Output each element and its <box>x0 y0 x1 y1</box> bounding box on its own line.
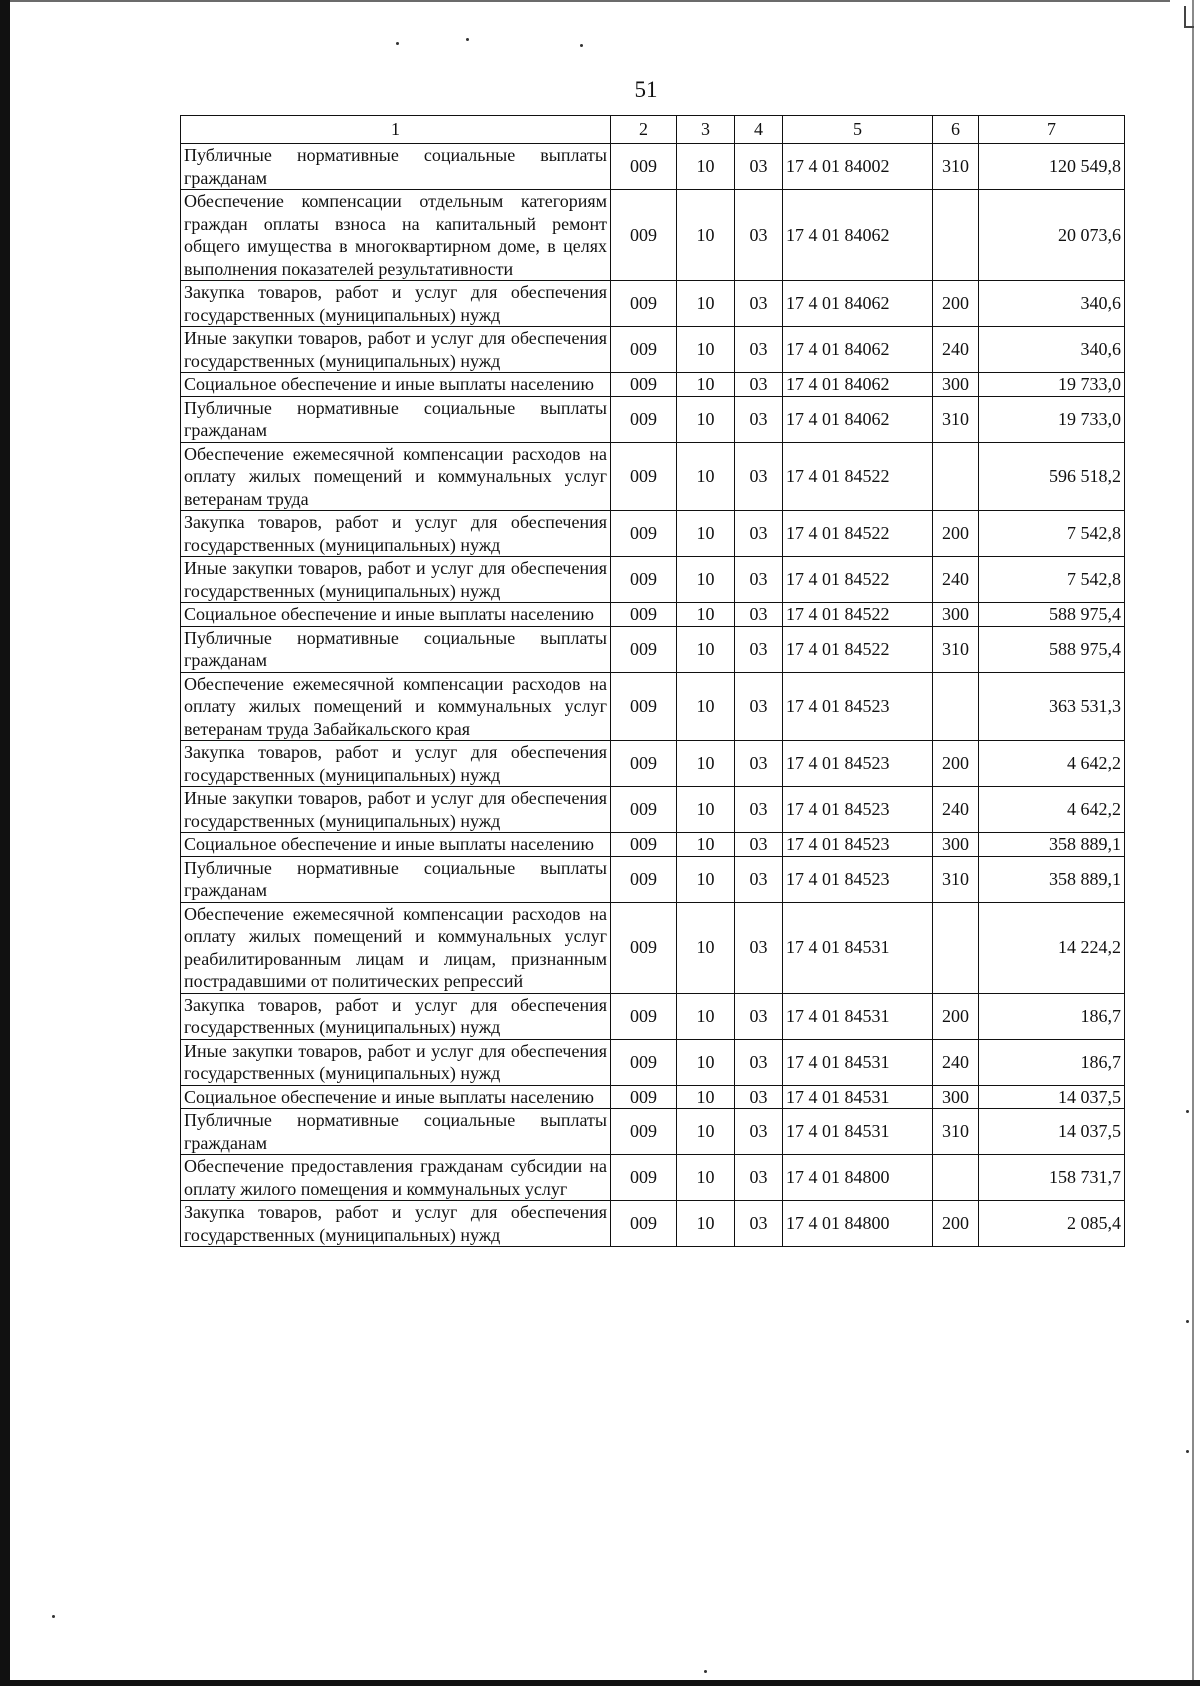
scan-speck <box>704 1670 707 1673</box>
subsection-cell: 03 <box>735 557 783 603</box>
table-row <box>181 1155 1125 1201</box>
row-name-cell: Обеспечение ежемесячной компенсации расходов на оплату жилых помещений и коммунальных услуг ветеранам труда Забайкальского края <box>181 672 611 741</box>
admin-code-cell: 009 <box>611 190 677 281</box>
amount-cell: 358 889,1 <box>979 833 1125 857</box>
amount-cell: 14 224,2 <box>979 902 1125 993</box>
table-body <box>181 144 1125 1247</box>
admin-code-cell: 009 <box>611 396 677 442</box>
scan-edge-left <box>0 0 10 1686</box>
table-row <box>181 672 1125 741</box>
header-row <box>181 116 1125 144</box>
amount-cell: 358 889,1 <box>979 856 1125 902</box>
subsection-cell: 03 <box>735 442 783 511</box>
expense-type-cell <box>933 902 979 993</box>
target-article-cell: 17 4 01 84531 <box>783 902 933 993</box>
amount-cell: 7 542,8 <box>979 511 1125 557</box>
amount-cell: 14 037,5 <box>979 1085 1125 1109</box>
section-cell: 10 <box>677 190 735 281</box>
column-header: 4 <box>735 116 783 144</box>
column-header: 5 <box>783 116 933 144</box>
target-article-cell: 17 4 01 84800 <box>783 1201 933 1247</box>
subsection-cell: 03 <box>735 603 783 627</box>
row-name-cell: Закупка товаров, работ и услуг для обеспечения государственных (муниципальных) нужд <box>181 281 611 327</box>
expense-type-cell <box>933 442 979 511</box>
expense-type-cell: 300 <box>933 373 979 397</box>
admin-code-cell: 009 <box>611 1109 677 1155</box>
target-article-cell: 17 4 01 84531 <box>783 1085 933 1109</box>
scan-edge-bottom <box>0 1680 1200 1686</box>
expense-type-cell: 200 <box>933 993 979 1039</box>
target-article-cell: 17 4 01 84531 <box>783 1109 933 1155</box>
target-article-cell: 17 4 01 84523 <box>783 856 933 902</box>
table-row <box>181 327 1125 373</box>
table-header <box>181 116 1125 144</box>
target-article-cell: 17 4 01 84002 <box>783 144 933 190</box>
expense-type-cell: 240 <box>933 787 979 833</box>
subsection-cell: 03 <box>735 787 783 833</box>
amount-cell: 588 975,4 <box>979 626 1125 672</box>
admin-code-cell: 009 <box>611 1201 677 1247</box>
table-row <box>181 1085 1125 1109</box>
column-header: 3 <box>677 116 735 144</box>
target-article-cell: 17 4 01 84062 <box>783 373 933 397</box>
table-row <box>181 373 1125 397</box>
section-cell: 10 <box>677 626 735 672</box>
amount-cell: 588 975,4 <box>979 603 1125 627</box>
target-article-cell: 17 4 01 84522 <box>783 626 933 672</box>
column-header: 6 <box>933 116 979 144</box>
expense-type-cell: 300 <box>933 833 979 857</box>
scan-speck <box>1186 1320 1189 1323</box>
table-row <box>181 856 1125 902</box>
admin-code-cell: 009 <box>611 626 677 672</box>
section-cell: 10 <box>677 993 735 1039</box>
table-row <box>181 144 1125 190</box>
section-cell: 10 <box>677 327 735 373</box>
subsection-cell: 03 <box>735 373 783 397</box>
row-name-cell: Иные закупки товаров, работ и услуг для обеспечения государственных (муниципальных) нужд <box>181 557 611 603</box>
section-cell: 10 <box>677 1085 735 1109</box>
amount-cell: 158 731,7 <box>979 1155 1125 1201</box>
section-cell: 10 <box>677 856 735 902</box>
subsection-cell: 03 <box>735 993 783 1039</box>
admin-code-cell: 009 <box>611 833 677 857</box>
scan-speck <box>52 1615 55 1618</box>
amount-cell: 20 073,6 <box>979 190 1125 281</box>
expense-type-cell <box>933 1155 979 1201</box>
section-cell: 10 <box>677 1039 735 1085</box>
amount-cell: 19 733,0 <box>979 396 1125 442</box>
subsection-cell: 03 <box>735 511 783 557</box>
section-cell: 10 <box>677 672 735 741</box>
row-name-cell: Обеспечение ежемесячной компенсации расходов на оплату жилых помещений и коммунальных услуг ветеранам труда <box>181 442 611 511</box>
target-article-cell: 17 4 01 84531 <box>783 993 933 1039</box>
subsection-cell: 03 <box>735 833 783 857</box>
row-name-cell: Закупка товаров, работ и услуг для обеспечения государственных (муниципальных) нужд <box>181 741 611 787</box>
expense-type-cell: 200 <box>933 281 979 327</box>
table-row <box>181 511 1125 557</box>
amount-cell: 120 549,8 <box>979 144 1125 190</box>
row-name-cell: Обеспечение компенсации отдельным категориям граждан оплаты взноса на капитальный ремонт общего имущества в многоквартирном доме, в целях выполнения показателей результативности <box>181 190 611 281</box>
row-name-cell: Иные закупки товаров, работ и услуг для обеспечения государственных (муниципальных) нужд <box>181 1039 611 1085</box>
row-name-cell: Закупка товаров, работ и услуг для обеспечения государственных (муниципальных) нужд <box>181 993 611 1039</box>
admin-code-cell: 009 <box>611 856 677 902</box>
admin-code-cell: 009 <box>611 511 677 557</box>
subsection-cell: 03 <box>735 1039 783 1085</box>
admin-code-cell: 009 <box>611 373 677 397</box>
admin-code-cell: 009 <box>611 557 677 603</box>
target-article-cell: 17 4 01 84800 <box>783 1155 933 1201</box>
expense-type-cell <box>933 672 979 741</box>
row-name-cell: Публичные нормативные социальные выплаты гражданам <box>181 626 611 672</box>
row-name-cell: Закупка товаров, работ и услуг для обеспечения государственных (муниципальных) нужд <box>181 1201 611 1247</box>
row-name-cell: Иные закупки товаров, работ и услуг для обеспечения государственных (муниципальных) нужд <box>181 327 611 373</box>
expense-type-cell: 300 <box>933 603 979 627</box>
section-cell: 10 <box>677 557 735 603</box>
subsection-cell: 03 <box>735 281 783 327</box>
subsection-cell: 03 <box>735 1109 783 1155</box>
amount-cell: 4 642,2 <box>979 787 1125 833</box>
target-article-cell: 17 4 01 84062 <box>783 281 933 327</box>
scan-edge-top <box>10 0 1170 2</box>
page-number: 51 <box>634 77 658 102</box>
amount-cell: 4 642,2 <box>979 741 1125 787</box>
expense-type-cell: 200 <box>933 1201 979 1247</box>
row-name-cell: Закупка товаров, работ и услуг для обеспечения государственных (муниципальных) нужд <box>181 511 611 557</box>
target-article-cell: 17 4 01 84522 <box>783 442 933 511</box>
target-article-cell: 17 4 01 84523 <box>783 741 933 787</box>
section-cell: 10 <box>677 281 735 327</box>
section-cell: 10 <box>677 396 735 442</box>
amount-cell: 340,6 <box>979 327 1125 373</box>
table-row <box>181 787 1125 833</box>
table-row <box>181 557 1125 603</box>
subsection-cell: 03 <box>735 327 783 373</box>
expense-type-cell <box>933 190 979 281</box>
amount-cell: 186,7 <box>979 993 1125 1039</box>
target-article-cell: 17 4 01 84523 <box>783 833 933 857</box>
section-cell: 10 <box>677 603 735 627</box>
section-cell: 10 <box>677 511 735 557</box>
admin-code-cell: 009 <box>611 1039 677 1085</box>
admin-code-cell: 009 <box>611 144 677 190</box>
subsection-cell: 03 <box>735 144 783 190</box>
admin-code-cell: 009 <box>611 672 677 741</box>
amount-cell: 596 518,2 <box>979 442 1125 511</box>
admin-code-cell: 009 <box>611 1085 677 1109</box>
admin-code-cell: 009 <box>611 741 677 787</box>
subsection-cell: 03 <box>735 741 783 787</box>
scan-speck <box>580 44 583 47</box>
subsection-cell: 03 <box>735 856 783 902</box>
table-row <box>181 902 1125 993</box>
expense-type-cell: 310 <box>933 856 979 902</box>
expense-type-cell: 240 <box>933 557 979 603</box>
section-cell: 10 <box>677 1155 735 1201</box>
section-cell: 10 <box>677 833 735 857</box>
amount-cell: 14 037,5 <box>979 1109 1125 1155</box>
subsection-cell: 03 <box>735 902 783 993</box>
section-cell: 10 <box>677 442 735 511</box>
table-row <box>181 603 1125 627</box>
expense-type-cell: 310 <box>933 1109 979 1155</box>
admin-code-cell: 009 <box>611 603 677 627</box>
row-name-cell: Публичные нормативные социальные выплаты гражданам <box>181 144 611 190</box>
table-row <box>181 741 1125 787</box>
subsection-cell: 03 <box>735 396 783 442</box>
row-name-cell: Публичные нормативные социальные выплаты гражданам <box>181 856 611 902</box>
expense-type-cell: 310 <box>933 144 979 190</box>
expense-type-cell: 200 <box>933 741 979 787</box>
row-name-cell: Социальное обеспечение и иные выплаты населению <box>181 373 611 397</box>
table-row <box>181 190 1125 281</box>
scan-speck <box>1186 1110 1189 1113</box>
column-header: 1 <box>181 116 611 144</box>
admin-code-cell: 009 <box>611 787 677 833</box>
table-row <box>181 281 1125 327</box>
admin-code-cell: 009 <box>611 993 677 1039</box>
row-name-cell: Обеспечение ежемесячной компенсации расходов на оплату жилых помещений и коммунальных услуг реабилитированным лицам и лицам, признанным пострадавшими от политических репрессий <box>181 902 611 993</box>
section-cell: 10 <box>677 373 735 397</box>
target-article-cell: 17 4 01 84062 <box>783 327 933 373</box>
subsection-cell: 03 <box>735 672 783 741</box>
section-cell: 10 <box>677 144 735 190</box>
target-article-cell: 17 4 01 84523 <box>783 787 933 833</box>
subsection-cell: 03 <box>735 1155 783 1201</box>
expense-type-cell: 310 <box>933 396 979 442</box>
row-name-cell: Обеспечение предоставления гражданам субсидии на оплату жилого помещения и коммунальных услуг <box>181 1155 611 1201</box>
expense-type-cell: 240 <box>933 1039 979 1085</box>
amount-cell: 186,7 <box>979 1039 1125 1085</box>
row-name-cell: Социальное обеспечение и иные выплаты населению <box>181 1085 611 1109</box>
row-name-cell: Социальное обеспечение и иные выплаты населению <box>181 833 611 857</box>
column-header: 2 <box>611 116 677 144</box>
table-row <box>181 833 1125 857</box>
expense-type-cell: 240 <box>933 327 979 373</box>
table-row <box>181 1201 1125 1247</box>
scan-speck <box>396 42 399 45</box>
amount-cell: 340,6 <box>979 281 1125 327</box>
subsection-cell: 03 <box>735 1085 783 1109</box>
admin-code-cell: 009 <box>611 902 677 993</box>
admin-code-cell: 009 <box>611 1155 677 1201</box>
admin-code-cell: 009 <box>611 442 677 511</box>
admin-code-cell: 009 <box>611 327 677 373</box>
admin-code-cell: 009 <box>611 281 677 327</box>
amount-cell: 7 542,8 <box>979 557 1125 603</box>
amount-cell: 19 733,0 <box>979 373 1125 397</box>
section-cell: 10 <box>677 741 735 787</box>
table-row <box>181 1109 1125 1155</box>
table-row <box>181 993 1125 1039</box>
scan-speck <box>1186 1450 1189 1453</box>
expense-type-cell: 310 <box>933 626 979 672</box>
expense-type-cell: 200 <box>933 511 979 557</box>
table-row <box>181 396 1125 442</box>
subsection-cell: 03 <box>735 190 783 281</box>
table-row <box>181 1039 1125 1085</box>
section-cell: 10 <box>677 787 735 833</box>
target-article-cell: 17 4 01 84062 <box>783 190 933 281</box>
section-cell: 10 <box>677 1201 735 1247</box>
target-article-cell: 17 4 01 84522 <box>783 603 933 627</box>
scan-speck <box>466 38 469 41</box>
row-name-cell: Иные закупки товаров, работ и услуг для обеспечения государственных (муниципальных) нужд <box>181 787 611 833</box>
row-name-cell: Социальное обеспечение и иные выплаты населению <box>181 603 611 627</box>
row-name-cell: Публичные нормативные социальные выплаты гражданам <box>181 1109 611 1155</box>
budget-table <box>180 115 1125 1247</box>
target-article-cell: 17 4 01 84531 <box>783 1039 933 1085</box>
scan-corner-mark <box>1184 6 1194 28</box>
target-article-cell: 17 4 01 84522 <box>783 557 933 603</box>
table-row <box>181 442 1125 511</box>
subsection-cell: 03 <box>735 1201 783 1247</box>
section-cell: 10 <box>677 1109 735 1155</box>
expense-type-cell: 300 <box>933 1085 979 1109</box>
scan-edge-right <box>1192 0 1194 1686</box>
target-article-cell: 17 4 01 84523 <box>783 672 933 741</box>
amount-cell: 363 531,3 <box>979 672 1125 741</box>
amount-cell: 2 085,4 <box>979 1201 1125 1247</box>
table-row <box>181 626 1125 672</box>
section-cell: 10 <box>677 902 735 993</box>
target-article-cell: 17 4 01 84062 <box>783 396 933 442</box>
subsection-cell: 03 <box>735 626 783 672</box>
target-article-cell: 17 4 01 84522 <box>783 511 933 557</box>
column-header: 7 <box>979 116 1125 144</box>
row-name-cell: Публичные нормативные социальные выплаты гражданам <box>181 396 611 442</box>
